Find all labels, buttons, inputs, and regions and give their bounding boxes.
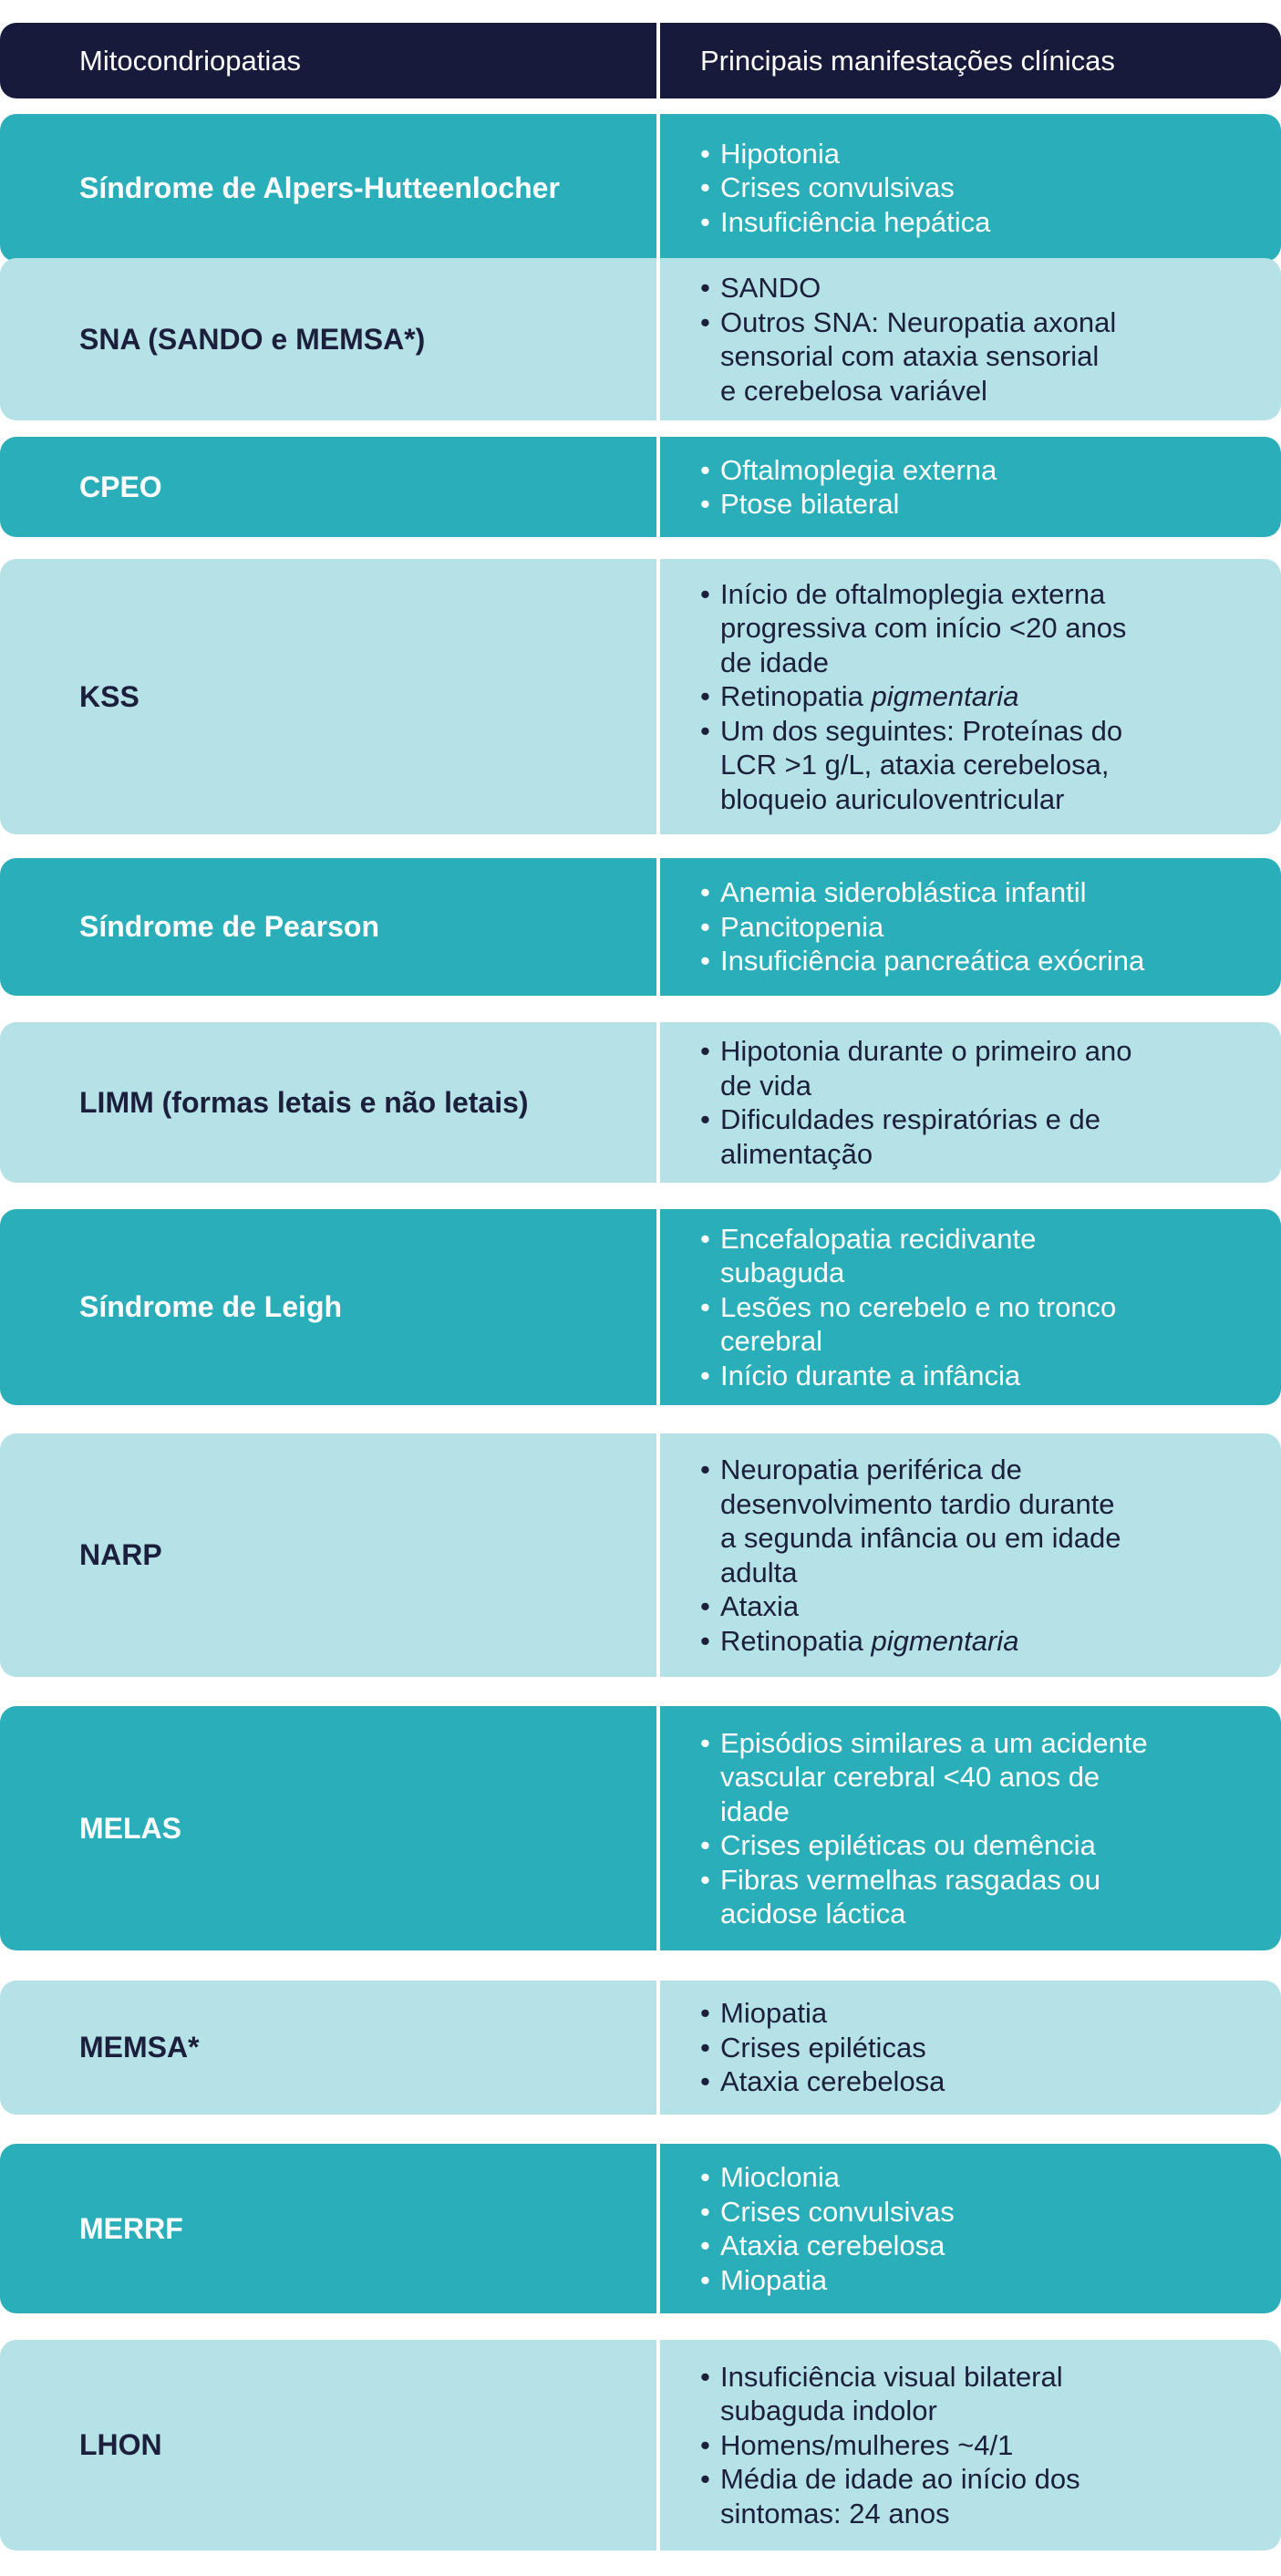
bullet-icon: •	[700, 1454, 710, 1485]
bullet-icon: •	[700, 2428, 710, 2461]
bullet-icon: •	[700, 1829, 710, 1861]
item-line: Lesões no cerebelo e no tronco	[720, 1290, 1117, 1323]
item-line: Média de idade ao início dos	[720, 2463, 1080, 2496]
item-line: Crises convulsivas	[720, 2195, 955, 2228]
list-item	[700, 2031, 945, 2065]
item-line: adulta	[720, 1556, 798, 1588]
item-line: Episódios similares a um acidente	[720, 1726, 1148, 1759]
list-item	[700, 453, 997, 488]
bullet-icon: •	[700, 305, 710, 338]
table-row	[0, 1022, 1281, 1183]
bullet-icon: •	[700, 714, 710, 747]
bullet-icon: •	[700, 453, 710, 486]
manifestations-list	[700, 271, 1116, 408]
table-row	[0, 1209, 1281, 1405]
table-header	[0, 23, 1281, 98]
bullet-icon: •	[700, 2463, 710, 2496]
item-line: Insuficiência pancreática exócrina	[720, 945, 1145, 978]
bullet-icon: •	[700, 171, 710, 204]
manifestations-list	[700, 875, 1144, 978]
manifestations-cell	[656, 1209, 1281, 1405]
item-line: desenvolvimento tardio durante	[720, 1487, 1115, 1520]
table-row	[0, 114, 1281, 262]
header-col-manifestacoes: Principais manifestações clínicas	[656, 23, 1281, 98]
bullet-icon: •	[700, 577, 710, 610]
item-line: Crises epiléticas	[720, 2031, 926, 2064]
list-item	[700, 1222, 1116, 1290]
list-item	[700, 1359, 1116, 1393]
item-line: Oftalmoplegia externa	[720, 453, 997, 486]
list-item	[700, 487, 997, 522]
list-item	[700, 1828, 1148, 1863]
item-line: Dificuldades respiratórias e de	[720, 1103, 1100, 1135]
list-item	[700, 2462, 1080, 2530]
item-line: vascular cerebral <40 anos de	[720, 1761, 1100, 1793]
table-row	[0, 1433, 1281, 1677]
manifestations-cell	[656, 1022, 1281, 1183]
list-item	[700, 205, 990, 240]
manifestations-cell	[656, 2340, 1281, 2550]
bullet-icon: •	[700, 1624, 710, 1657]
bullet-icon: •	[700, 1863, 710, 1896]
item-line: Homens/mulheres ~4/1	[720, 2428, 1014, 2461]
manifestations-list	[700, 2160, 955, 2297]
list-item	[700, 2064, 945, 2099]
item-line: Insuficiência visual bilateral	[720, 2360, 1063, 2393]
bullet-icon: •	[700, 1997, 710, 2030]
item-line: Ataxia cerebelosa	[720, 2065, 945, 2098]
list-item	[700, 944, 1144, 978]
bullet-icon: •	[700, 1103, 710, 1135]
item-line: Início durante a infância	[720, 1359, 1021, 1391]
list-item	[700, 1863, 1148, 1931]
list-item	[700, 271, 1116, 305]
condition-name: NARP	[79, 1538, 162, 1571]
list-item: • Retinopatia pigmentaria	[700, 680, 1019, 713]
item-line: sensorial com ataxia sensorial	[720, 340, 1100, 372]
item-line: Fibras vermelhas rasgadas ou	[720, 1863, 1100, 1896]
bullet-icon: •	[700, 272, 710, 304]
item-line: subaguda indolor	[720, 2395, 937, 2427]
list-item	[700, 577, 1126, 680]
item-line: Início de oftalmoplegia externa	[720, 577, 1106, 610]
item-line: Miopatia	[720, 2263, 828, 2296]
item-line: Crises epiléticas ou demência	[720, 1829, 1096, 1861]
item-line: Ataxia	[720, 1590, 800, 1622]
bullet-icon: •	[700, 2195, 710, 2228]
list-item	[700, 2229, 955, 2263]
list-item	[700, 910, 1144, 945]
item-line: Ataxia cerebelosa	[720, 2229, 945, 2261]
manifestations-list	[700, 1034, 1132, 1171]
condition-name: KSS	[79, 679, 139, 713]
manifestations-cell	[656, 1981, 1281, 2115]
list-item	[700, 2263, 955, 2298]
item-line: Ptose bilateral	[720, 488, 900, 520]
bullet-icon: •	[700, 1726, 710, 1759]
bullet-icon: •	[700, 205, 710, 238]
manifestations-list	[700, 453, 997, 522]
item-line: de idade	[720, 646, 829, 678]
item-line: Miopatia	[720, 1997, 828, 2030]
condition-name: LHON	[79, 2428, 162, 2461]
item-line: subaguda	[720, 1257, 845, 1289]
bullet-icon: •	[700, 2229, 710, 2261]
manifestations-cell	[656, 2144, 1281, 2313]
bullet-icon: •	[700, 488, 710, 520]
bullet-icon: •	[700, 876, 710, 909]
item-line: Neuropatia periférica de	[720, 1454, 1022, 1485]
item-line: SANDO	[720, 272, 821, 304]
item-line: Anemia sideroblástica infantil	[720, 876, 1087, 909]
item-line: LCR >1 g/L, ataxia cerebelosa,	[720, 749, 1110, 781]
bullet-icon: •	[700, 137, 710, 170]
bullet-icon: •	[700, 2031, 710, 2064]
item-line: a segunda infância ou em idade	[720, 1522, 1121, 1554]
bullet-icon: •	[700, 1035, 710, 1067]
condition-name: MEMSA*	[79, 2031, 200, 2064]
manifestations-list	[700, 1453, 1121, 1658]
bullet-icon: •	[700, 1590, 710, 1622]
item-line: bloqueio auriculoventricular	[720, 782, 1065, 815]
list-item	[700, 137, 990, 171]
item-line: sintomas: 24 anos	[720, 2497, 950, 2529]
list-item	[700, 2360, 1080, 2428]
list-item	[700, 1453, 1121, 1589]
manifestations-list	[700, 577, 1126, 817]
list-item	[700, 171, 990, 205]
list-item	[700, 2428, 1080, 2463]
list-item	[700, 1589, 1121, 1624]
table-row	[0, 1981, 1281, 2115]
condition-name: LIMM (formas letais e não letais)	[79, 1085, 529, 1119]
condition-name: MERRF	[79, 2211, 183, 2245]
item-line: Mioclonia	[720, 2161, 840, 2193]
item-line: Hipotonia	[720, 137, 840, 170]
table-row	[0, 2144, 1281, 2313]
item-line: de vida	[720, 1069, 811, 1102]
bullet-icon: •	[700, 2263, 710, 2296]
item-line: cerebral	[720, 1325, 822, 1358]
bullet-icon: •	[700, 945, 710, 978]
list-item	[700, 1726, 1148, 1829]
item-line: Encefalopatia recidivante	[720, 1222, 1037, 1255]
manifestations-cell	[656, 1706, 1281, 1950]
item-line: Um dos seguintes: Proteínas do	[720, 714, 1123, 747]
italic-term: pigmentaria	[871, 680, 1019, 713]
header-col-mitocondriopatias: Mitocondriopatias	[79, 44, 301, 77]
item-line: Insuficiência hepática	[720, 205, 991, 238]
list-item	[700, 2160, 955, 2195]
table-row	[0, 559, 1281, 834]
manifestations-cell	[656, 437, 1281, 537]
manifestations-cell	[656, 858, 1281, 996]
list-item	[700, 1034, 1132, 1102]
bullet-icon: •	[700, 2065, 710, 2098]
italic-term: pigmentaria	[871, 1624, 1019, 1657]
bullet-icon: •	[700, 2360, 710, 2393]
bullet-icon: •	[700, 2161, 710, 2193]
item-line: Outros SNA: Neuropatia axonal	[720, 305, 1117, 338]
condition-name: Síndrome de Alpers-Hutteenlocher	[79, 171, 560, 204]
condition-name: MELAS	[79, 1811, 181, 1845]
list-item	[700, 305, 1116, 409]
manifestations-list	[700, 1726, 1148, 1931]
bullet-icon: •	[700, 910, 710, 943]
bullet-icon: •	[700, 1222, 710, 1255]
bullet-icon: •	[700, 680, 710, 713]
item-line: progressiva com início <20 anos	[720, 612, 1127, 645]
list-item	[700, 875, 1144, 910]
condition-name: Síndrome de Leigh	[79, 1290, 343, 1323]
manifestations-list	[700, 2360, 1080, 2531]
item-line: e cerebelosa variável	[720, 374, 987, 407]
bullet-icon: •	[700, 1359, 710, 1391]
condition-name: SNA (SANDO e MEMSA*)	[79, 322, 426, 356]
manifestations-cell	[656, 258, 1281, 420]
manifestations-list	[700, 1996, 945, 2099]
table-row	[0, 1706, 1281, 1950]
bullet-icon: •	[700, 1290, 710, 1323]
manifestations-cell	[656, 1433, 1281, 1677]
list-item	[700, 2195, 955, 2229]
item-line: Crises convulsivas	[720, 171, 955, 204]
condition-name: CPEO	[79, 470, 162, 503]
item-line: Pancitopenia	[720, 910, 884, 943]
list-item	[700, 714, 1126, 817]
list-item	[700, 1102, 1132, 1171]
table-row	[0, 2340, 1281, 2550]
table-row	[0, 858, 1281, 996]
item-line: alimentação	[720, 1137, 873, 1170]
list-item	[700, 1996, 945, 2031]
manifestations-list	[700, 1222, 1116, 1393]
item-line: Hipotonia durante o primeiro ano	[720, 1035, 1132, 1067]
table-row	[0, 437, 1281, 537]
item-line: idade	[720, 1795, 790, 1827]
table-row	[0, 258, 1281, 420]
manifestations-list	[700, 137, 990, 240]
item-line: acidose láctica	[720, 1898, 906, 1929]
condition-name: Síndrome de Pearson	[79, 910, 379, 943]
list-item: • Retinopatia pigmentaria	[700, 1624, 1019, 1657]
manifestations-cell	[656, 559, 1281, 834]
manifestations-cell	[656, 114, 1281, 262]
list-item	[700, 1290, 1116, 1359]
